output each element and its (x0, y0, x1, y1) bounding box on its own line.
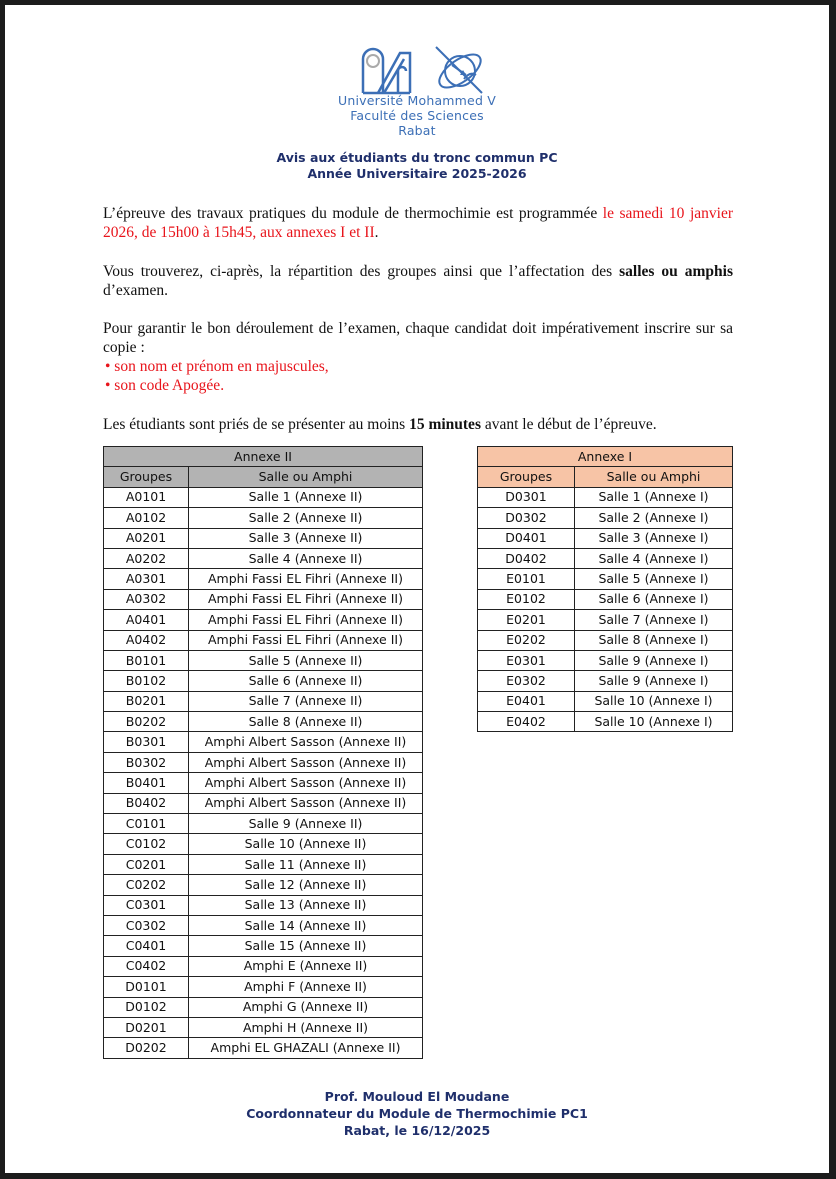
faculty-name: Faculté des Sciences (350, 108, 484, 123)
group-cell: C0202 (104, 875, 189, 895)
table-row (104, 691, 423, 711)
table-row (478, 548, 733, 568)
group-cell: C0402 (104, 956, 189, 976)
group-cell: A0302 (104, 589, 189, 609)
table-row (478, 691, 733, 711)
room-cell: Salle 1 (Annexe II) (189, 487, 423, 507)
document-page (5, 5, 829, 1173)
group-cell: D0101 (104, 977, 189, 997)
table-row (478, 569, 733, 589)
logos (360, 45, 490, 97)
room-cell: Amphi Albert Sasson (Annexe II) (189, 752, 423, 772)
group-cell: D0301 (478, 487, 575, 507)
room-cell: Amphi Fassi EL Fihri (Annexe II) (189, 630, 423, 650)
group-cell: E0401 (478, 691, 575, 711)
table-row (104, 814, 423, 834)
paragraph-text: . (374, 224, 379, 241)
place-date: Rabat, le 16/12/2025 (343, 1123, 491, 1138)
table-row (478, 589, 733, 609)
group-cell: C0101 (104, 814, 189, 834)
room-cell: Salle 14 (Annexe II) (189, 915, 423, 935)
table-row (478, 487, 733, 507)
column-header-room: Salle ou Amphi (575, 467, 733, 487)
table-row (104, 956, 423, 976)
group-cell: A0101 (104, 487, 189, 507)
table-row (104, 1017, 423, 1037)
group-cell: C0401 (104, 936, 189, 956)
group-cell: C0102 (104, 834, 189, 854)
group-cell: B0301 (104, 732, 189, 752)
table-row (104, 508, 423, 528)
room-cell: Salle 3 (Annexe II) (189, 528, 423, 548)
table-row (104, 487, 423, 507)
table-row (104, 610, 423, 630)
table-row (104, 1038, 423, 1058)
group-cell: C0201 (104, 854, 189, 874)
table-row (104, 589, 423, 609)
room-cell: Salle 4 (Annexe I) (575, 548, 733, 568)
room-cell: Salle 2 (Annexe I) (575, 508, 733, 528)
group-cell: A0102 (104, 508, 189, 528)
room-cell: Salle 3 (Annexe I) (575, 528, 733, 548)
room-cell: Salle 10 (Annexe II) (189, 834, 423, 854)
room-cell: Salle 5 (Annexe II) (189, 650, 423, 670)
group-cell: D0102 (104, 997, 189, 1017)
room-cell: Salle 15 (Annexe II) (189, 936, 423, 956)
table-row (478, 610, 733, 630)
paragraph-text: Les étudiants sont priés de se présenter au moins (103, 416, 410, 433)
room-cell: Salle 2 (Annexe II) (189, 508, 423, 528)
group-cell: A0202 (104, 548, 189, 568)
room-cell: Amphi EL GHAZALI (Annexe II) (189, 1038, 423, 1058)
institution-name: Université Mohammed V (337, 93, 497, 108)
room-cell: Salle 5 (Annexe I) (575, 569, 733, 589)
room-cell: Salle 10 (Annexe I) (575, 712, 733, 732)
group-cell: E0202 (478, 630, 575, 650)
room-cell: Salle 8 (Annexe I) (575, 630, 733, 650)
list-item: • son nom et prénom en majuscules, (105, 358, 329, 375)
academic-year: Année Universitaire 2025-2026 (307, 166, 527, 181)
room-cell: Salle 9 (Annexe I) (575, 671, 733, 691)
group-cell: A0301 (104, 569, 189, 589)
room-cell: Salle 9 (Annexe I) (575, 650, 733, 670)
room-cell: Salle 6 (Annexe I) (575, 589, 733, 609)
paragraph-instructions: Pour garantir le bon déroulement de l’examen, chaque candidat doit impérativement inscrire sur sa copie : (103, 320, 733, 356)
table-title: Annexe I (478, 447, 733, 467)
group-cell: E0201 (478, 610, 575, 630)
group-cell: B0101 (104, 650, 189, 670)
table-row (478, 528, 733, 548)
group-cell: D0302 (478, 508, 575, 528)
table-row (104, 915, 423, 935)
list-item: • son code Apogée. (105, 377, 225, 394)
room-cell: Salle 4 (Annexe II) (189, 548, 423, 568)
group-cell: C0302 (104, 915, 189, 935)
room-cell: Amphi Albert Sasson (Annexe II) (189, 793, 423, 813)
group-cell: E0402 (478, 712, 575, 732)
room-cell: Salle 7 (Annexe II) (189, 691, 423, 711)
room-cell: Amphi E (Annexe II) (189, 956, 423, 976)
table-row (104, 977, 423, 997)
room-cell: Amphi F (Annexe II) (189, 977, 423, 997)
group-cell: D0202 (104, 1038, 189, 1058)
paragraph-text: avant le début de l’épreuve. (480, 416, 657, 433)
group-cell: E0301 (478, 650, 575, 670)
paragraph-arrival (103, 415, 733, 434)
university-logo-icon (360, 45, 412, 95)
group-cell: A0401 (104, 610, 189, 630)
table-annexe-2 (103, 446, 423, 1059)
group-cell: A0402 (104, 630, 189, 650)
table-row (104, 936, 423, 956)
table-row (104, 854, 423, 874)
table-row (104, 528, 423, 548)
table-row (104, 773, 423, 793)
table-row (104, 834, 423, 854)
rooms-emphasis: salles ou amphis (619, 263, 733, 280)
group-cell: B0402 (104, 793, 189, 813)
column-header-room: Salle ou Amphi (189, 467, 423, 487)
room-cell: Salle 12 (Annexe II) (189, 875, 423, 895)
arrival-time-emphasis: 15 minutes (409, 416, 481, 433)
paragraph-text: d’examen. (103, 282, 168, 299)
city-name: Rabat (398, 123, 436, 138)
room-cell: Amphi G (Annexe II) (189, 997, 423, 1017)
table-row (104, 671, 423, 691)
table-row (104, 793, 423, 813)
column-header-groups: Groupes (104, 467, 189, 487)
group-cell: B0102 (104, 671, 189, 691)
room-cell: Amphi Fassi EL Fihri (Annexe II) (189, 569, 423, 589)
table-title: Annexe II (104, 447, 423, 467)
table-row (104, 569, 423, 589)
table-row (104, 650, 423, 670)
paragraph-text: Vous trouverez, ci-après, la répartition des groupes ainsi que l’affectation des (103, 263, 620, 280)
group-cell: D0201 (104, 1017, 189, 1037)
faculty-logo-icon (432, 45, 488, 95)
group-cell: B0202 (104, 712, 189, 732)
table-row (104, 548, 423, 568)
group-cell: E0302 (478, 671, 575, 691)
table-row (104, 875, 423, 895)
group-cell: D0401 (478, 528, 575, 548)
group-cell: E0102 (478, 589, 575, 609)
table-row (478, 712, 733, 732)
table-row (478, 508, 733, 528)
room-cell: Salle 11 (Annexe II) (189, 854, 423, 874)
notice-title: Avis aux étudiants du tronc commun PC (276, 150, 558, 165)
group-cell: B0302 (104, 752, 189, 772)
room-cell: Amphi Fassi EL Fihri (Annexe II) (189, 610, 423, 630)
room-cell: Amphi H (Annexe II) (189, 1017, 423, 1037)
group-cell: C0301 (104, 895, 189, 915)
signatory-name: Prof. Mouloud El Moudane (324, 1089, 510, 1104)
group-cell: D0402 (478, 548, 575, 568)
exam-date-highlight: le samedi 10 janvier 2026, de 15h00 à 15h45, aux annexes I et II (103, 205, 733, 241)
room-cell: Salle 9 (Annexe II) (189, 814, 423, 834)
room-cell: Salle 8 (Annexe II) (189, 712, 423, 732)
room-cell: Salle 10 (Annexe I) (575, 691, 733, 711)
signatory-role: Coordonnateur du Module de Thermochimie PC1 (246, 1106, 588, 1121)
table-annexe-1 (477, 446, 733, 732)
room-cell: Salle 6 (Annexe II) (189, 671, 423, 691)
table-row (104, 732, 423, 752)
table-row (104, 997, 423, 1017)
room-cell: Amphi Albert Sasson (Annexe II) (189, 773, 423, 793)
table-row (104, 712, 423, 732)
room-cell: Salle 1 (Annexe I) (575, 487, 733, 507)
room-cell: Amphi Albert Sasson (Annexe II) (189, 732, 423, 752)
table-row (104, 630, 423, 650)
room-cell: Amphi Fassi EL Fihri (Annexe II) (189, 589, 423, 609)
table-row (478, 630, 733, 650)
column-header-groups: Groupes (478, 467, 575, 487)
paragraph-exam-date (103, 204, 733, 242)
table-row (104, 752, 423, 772)
table-row (104, 895, 423, 915)
table-row (478, 671, 733, 691)
paragraph-text: L’épreuve des travaux pratiques du module de thermochimie est programmée (103, 205, 603, 222)
paragraph-rooms (103, 262, 733, 300)
instruction-list (105, 357, 329, 395)
group-cell: B0401 (104, 773, 189, 793)
room-cell: Salle 13 (Annexe II) (189, 895, 423, 915)
table-row (478, 650, 733, 670)
group-cell: B0201 (104, 691, 189, 711)
group-cell: A0201 (104, 528, 189, 548)
group-cell: E0101 (478, 569, 575, 589)
room-cell: Salle 7 (Annexe I) (575, 610, 733, 630)
